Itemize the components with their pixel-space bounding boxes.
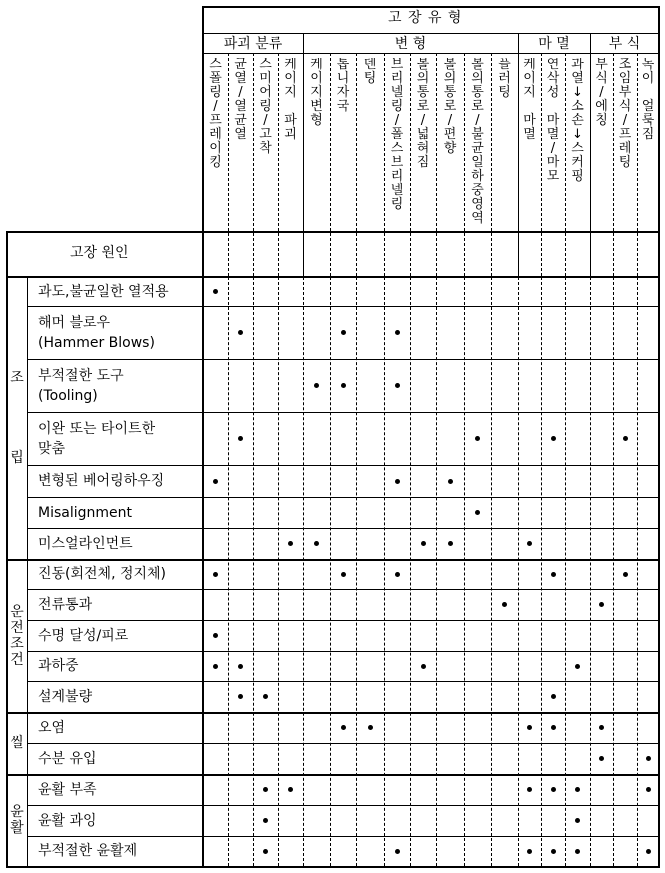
cause-label: 윤활 부족: [38, 781, 97, 798]
failure-type-char: 미: [259, 71, 272, 86]
failure-type-char: 리: [390, 169, 404, 184]
mark-dot: [263, 849, 268, 854]
failure-type-char: 조: [618, 58, 632, 72]
cause-label: 부적절한 윤활제: [38, 843, 138, 859]
failure-type-char: 임: [618, 71, 632, 86]
failure-type-header: [491, 58, 518, 274]
failure-type-char: 케: [284, 58, 297, 72]
failure-type-char: 열: [571, 71, 584, 86]
column-divider: [613, 277, 614, 866]
failure-type-char: 짐: [416, 155, 430, 170]
mark-dot: [551, 694, 556, 699]
failure-type-char: 부: [595, 58, 608, 72]
border-line: [202, 53, 660, 54]
cause-label: 부적절한 도구 (Tooling): [38, 367, 124, 404]
failure-type-char: 중: [471, 183, 484, 198]
failure-type-char: 링: [259, 99, 272, 114]
mark-dot: [213, 289, 218, 294]
failure-type-char: 넓: [416, 127, 430, 142]
border-line: [202, 33, 660, 34]
failure-type-char: 브: [390, 155, 404, 170]
failure-type-char: /: [599, 85, 604, 100]
mark-dot: [475, 436, 480, 441]
failure-type-header: [613, 58, 637, 274]
failure-type-char: 이: [641, 71, 655, 86]
failure-type-char: 니: [336, 71, 350, 86]
column-divider: [464, 277, 465, 866]
cause-group-label: 운 전 조 건: [10, 603, 24, 668]
failure-type-char: 균: [471, 141, 484, 156]
failure-type-char: 톱: [336, 58, 350, 72]
mark-dot: [551, 725, 556, 730]
failure-type-header: [464, 58, 491, 274]
mark-dot: [395, 383, 400, 388]
mark-dot: [421, 664, 426, 669]
cause-label: 진동(회전체, 정지체): [38, 566, 167, 582]
failure-type-char: 얼: [641, 99, 655, 114]
mark-dot: [575, 787, 580, 792]
mark-dot: [623, 572, 628, 577]
failure-type-char: /: [622, 113, 628, 128]
cause-label: 설계불량: [38, 688, 93, 705]
failure-type-header: [518, 58, 541, 274]
failure-type-char: 로: [471, 99, 484, 114]
failure-type-char: 이: [209, 141, 222, 156]
mark-dot: [599, 602, 604, 607]
failure-type-char: 레: [618, 141, 632, 156]
cause-label: 수분 유입: [38, 750, 97, 767]
mark-dot: [341, 725, 346, 730]
failure-type-char: 균: [234, 58, 247, 72]
mark-dot: [238, 664, 243, 669]
failure-type-char: 케: [310, 58, 323, 72]
failure-type-char: 멸: [546, 127, 560, 142]
failure-type-char: 브: [390, 58, 404, 72]
mark-dot: [551, 849, 556, 854]
failure-type-char: 하: [471, 169, 484, 184]
border-line: [202, 6, 660, 8]
failure-type-header: [278, 58, 303, 274]
failure-type-header: [356, 58, 384, 274]
failure-type-char: /: [238, 85, 243, 100]
column-divider: [384, 277, 385, 866]
failure-type-char: 통: [416, 85, 430, 100]
failure-type-char: 지: [284, 85, 297, 100]
failure-type-char: 팅: [498, 85, 511, 100]
mark-dot: [213, 479, 218, 484]
column-divider: [565, 277, 566, 866]
failure-type-header: [303, 58, 330, 274]
failure-type-char: 링: [390, 99, 404, 114]
column-divider: [491, 277, 492, 866]
mark-dot: [341, 330, 346, 335]
mark-dot: [527, 541, 532, 546]
cause-label: 수명 달성/피로: [38, 627, 129, 644]
column-divider: [590, 277, 591, 866]
mark-dot: [502, 602, 507, 607]
mark-dot: [238, 330, 243, 335]
failure-type-char: 마: [546, 113, 560, 128]
mark-dot: [238, 436, 243, 441]
failure-type-char: [637, 86, 659, 100]
failure-type-char: 넬: [390, 85, 404, 100]
cause-label: 과도,불균일한 열적용: [38, 283, 169, 300]
column-divider: [228, 277, 229, 866]
failure-type-char: 연: [546, 58, 560, 72]
failure-type-header: [330, 58, 356, 274]
failure-type-char: 러: [498, 71, 511, 86]
border-line: [27, 276, 28, 867]
failure-type-char: 덴: [363, 58, 377, 72]
failure-type-header: [203, 58, 228, 274]
failure-type-char: 통: [471, 85, 484, 100]
failure-type-char: /: [550, 141, 556, 156]
failure-type-char: ↓: [572, 127, 583, 142]
mark-dot: [646, 849, 651, 854]
failure-type-char: 링: [209, 85, 222, 100]
cause-label: 윤활 과잉: [38, 812, 97, 829]
mark-dot: [395, 479, 400, 484]
failure-type-char: 핑: [571, 169, 584, 184]
failure-type-char: 지: [523, 85, 536, 100]
failure-type-char: /: [394, 113, 400, 128]
mark-dot: [623, 436, 628, 441]
mark-dot: [263, 694, 268, 699]
failure-type-char: 소: [571, 99, 584, 114]
column-divider: [356, 277, 357, 866]
failure-type-char: 마: [546, 155, 560, 170]
failure-type-char: /: [420, 113, 426, 128]
cause-group-label: 윤 활: [10, 804, 24, 836]
failure-type-char: 어: [259, 85, 272, 100]
failure-type-char: [278, 100, 303, 114]
failure-type-char: 역: [471, 211, 484, 226]
mark-dot: [527, 725, 532, 730]
failure-type-char: 스: [571, 141, 584, 156]
mark-dot: [395, 849, 400, 854]
failure-type-header: [590, 58, 613, 274]
failure-type-char: 레: [209, 127, 222, 142]
failure-type-char: 스: [390, 141, 404, 156]
mark-dot: [314, 383, 319, 388]
failure-type-char: 국: [336, 99, 350, 114]
column-divider: [278, 277, 279, 866]
failure-type-char: 혀: [416, 141, 430, 156]
cause-label: 과하중: [38, 658, 79, 674]
failure-type-char: ↓: [572, 85, 583, 100]
mark-dot: [314, 541, 319, 546]
failure-type-char: 팅: [363, 71, 377, 86]
column-divider: [410, 277, 411, 866]
mark-dot: [551, 787, 556, 792]
failure-type-char: 변: [310, 99, 323, 114]
failure-type-char: /: [263, 113, 268, 128]
mark-dot: [551, 572, 556, 577]
failure-type-char: 자: [336, 85, 350, 100]
mark-dot: [368, 725, 373, 730]
mark-dot: [527, 849, 532, 854]
failure-type-char: 삭: [546, 71, 560, 86]
failure-type-char: 로: [416, 99, 430, 114]
column-divider: [436, 277, 437, 866]
mark-dot: [475, 510, 480, 515]
failure-type-char: 편: [443, 127, 457, 142]
column-divider: [330, 277, 331, 866]
cause-label: 미스얼라인먼트: [38, 535, 133, 552]
cause-label: 전류통과: [38, 596, 93, 613]
column-divider: [637, 277, 638, 866]
failure-type-char: 녹: [641, 58, 655, 72]
failure-type-char: 착: [259, 141, 272, 156]
border-line: [6, 712, 660, 714]
failure-type-char: 균: [234, 113, 247, 128]
failure-type-char: 스: [209, 58, 222, 72]
failure-type-char: 프: [618, 127, 632, 142]
failure-type-char: 일: [471, 155, 484, 170]
failure-type-char: 짐: [641, 127, 655, 142]
failure-type-char: 식: [595, 71, 608, 86]
failure-type-char: 이: [310, 71, 323, 86]
failure-type-char: 영: [471, 197, 484, 212]
failure-group-label: 마 멸: [538, 36, 570, 52]
failure-type-header: [565, 58, 590, 274]
cause-label: 오염: [38, 719, 66, 736]
border-line: [6, 774, 660, 776]
failure-type-header: [541, 58, 565, 274]
failure-type-char: 룩: [641, 113, 655, 128]
failure-type-char: 로: [443, 99, 457, 114]
failure-type-char: 지: [310, 85, 323, 100]
failure-type-header: [637, 58, 659, 274]
mark-dot: [213, 572, 218, 577]
mark-dot: [575, 849, 580, 854]
failure-type-char: /: [475, 113, 480, 128]
mark-dot: [395, 572, 400, 577]
mark-dot: [575, 818, 580, 823]
failure-type-char: 통: [443, 85, 457, 100]
mark-dot: [395, 330, 400, 335]
failure-type-char: 프: [209, 113, 222, 128]
failure-type-char: [541, 100, 565, 114]
failure-type-char: 팅: [618, 155, 632, 170]
table-title: 고 장 유 형: [388, 10, 463, 26]
failure-type-char: 과: [571, 58, 584, 72]
mark-dot: [238, 694, 243, 699]
failure-type-char: 고: [259, 127, 272, 142]
failure-group-label: 변 형: [394, 36, 427, 52]
mark-dot: [341, 572, 346, 577]
failure-type-header: [253, 58, 278, 274]
mark-dot: [421, 541, 426, 546]
failure-type-char: 멸: [523, 127, 536, 142]
failure-type-char: 볼: [443, 58, 457, 72]
failure-type-char: 괴: [284, 127, 297, 142]
failure-type-char: 폴: [209, 71, 222, 86]
failure-type-char: 커: [571, 155, 584, 170]
failure-type-char: 이: [523, 71, 536, 86]
mark-dot: [646, 756, 651, 761]
mark-dot: [448, 541, 453, 546]
failure-type-char: 킹: [209, 155, 222, 170]
failure-group-label: 부 식: [608, 36, 641, 52]
failure-type-char: 폴: [390, 127, 404, 142]
mark-dot: [599, 725, 604, 730]
failure-type-char: 식: [618, 99, 632, 114]
cause-group-label: 씰: [10, 735, 24, 751]
failure-type-header: [436, 58, 464, 274]
failure-type-char: [518, 100, 541, 114]
mark-dot: [263, 818, 268, 823]
failure-type-char: /: [213, 99, 218, 114]
failure-type-char: 케: [523, 58, 536, 72]
failure-type-char: 열: [234, 99, 247, 114]
mark-dot: [527, 787, 532, 792]
cause-header: 고장 원인: [70, 245, 129, 261]
failure-type-char: 에: [595, 99, 608, 114]
mark-dot: [448, 479, 453, 484]
failure-type-char: 이: [284, 71, 297, 86]
column-divider: [253, 277, 254, 866]
failure-type-char: 넬: [390, 183, 404, 198]
failure-type-char: 볼: [471, 58, 484, 72]
failure-type-char: 열: [234, 71, 247, 86]
column-divider: [303, 277, 304, 866]
mark-dot: [646, 787, 651, 792]
border-line: [6, 866, 660, 868]
mark-dot: [575, 664, 580, 669]
failure-type-char: 향: [443, 141, 457, 156]
mark-dot: [213, 664, 218, 669]
failure-type-char: 칭: [595, 113, 608, 128]
mark-dot: [551, 436, 556, 441]
failure-type-char: 모: [546, 169, 560, 184]
cause-label: 이완 또는 타이트한 맞춤: [38, 420, 156, 457]
column-divider: [541, 277, 542, 866]
failure-type-char: 의: [443, 71, 457, 86]
column-divider: [518, 277, 519, 866]
failure-type-char: 스: [259, 58, 272, 72]
failure-type-char: 열: [234, 127, 247, 142]
failure-type-char: 리: [390, 71, 404, 86]
failure-type-char: 손: [571, 113, 584, 128]
mark-dot: [341, 383, 346, 388]
failure-type-header: [228, 58, 253, 274]
failure-group-label: 파괴 분류: [223, 36, 283, 52]
cause-group-label: 조 립: [10, 370, 24, 466]
cause-label: Misalignment: [38, 504, 132, 521]
failure-type-char: 파: [284, 113, 297, 128]
failure-type-char: /: [447, 113, 453, 128]
failure-type-char: 의: [471, 71, 484, 86]
failure-type-char: 불: [471, 127, 484, 142]
failure-type-char: 의: [416, 71, 430, 86]
mark-dot: [288, 541, 293, 546]
failure-type-header: [384, 58, 410, 274]
failure-type-char: 마: [523, 113, 536, 128]
failure-type-char: 형: [310, 113, 323, 128]
cause-label: 해머 블로우 (Hammer Blows): [38, 314, 155, 351]
failure-type-char: 링: [390, 197, 404, 212]
mark-dot: [288, 787, 293, 792]
failure-type-char: 성: [546, 85, 560, 100]
mark-dot: [213, 633, 218, 638]
failure-type-char: 볼: [416, 58, 430, 72]
failure-type-char: 부: [618, 85, 632, 100]
mark-dot: [599, 756, 604, 761]
mark-dot: [263, 787, 268, 792]
failure-type-char: 플: [498, 58, 511, 72]
cause-label: 변형된 베어링하우징: [38, 473, 165, 489]
failure-type-header: [410, 58, 436, 274]
